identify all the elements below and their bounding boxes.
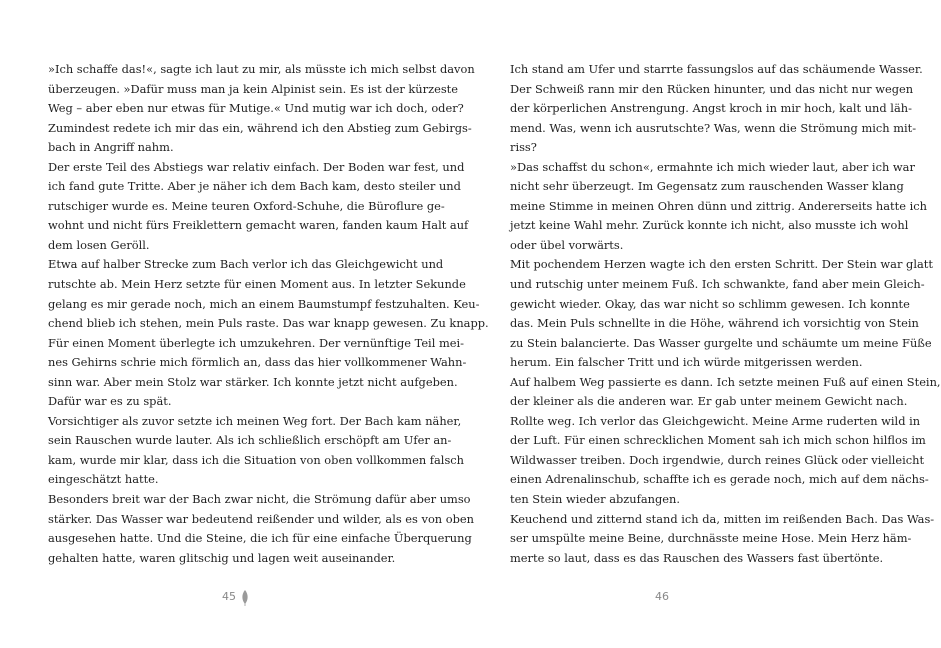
text-line: einen Adrenalinschub, schaffte ich es gerade noch, mich auf dem nächs-: [510, 472, 929, 487]
text-line: dem losen Geröll.: [48, 237, 150, 252]
text-line: Zumindest redete ich mir das ein, während ich den Abstieg zum Gebirgs-: [48, 120, 472, 135]
text-line: jetzt keine Wahl mehr. Zurück konnte ich nicht, also musste ich wohl: [510, 218, 909, 233]
text-line: Etwa auf halber Strecke zum Bach verlor ich das Gleichgewicht und: [48, 257, 444, 272]
text-line: überzeugen. »Dafür muss man ja kein Alpinist sein. Es ist der kürzeste: [48, 81, 458, 96]
text-line: rutschiger wurde es. Meine teuren Oxford-Schuhe, die Büroflure ge-: [48, 198, 445, 213]
text-line: Wildwasser treiben. Doch irgendwie, durch reines Glück oder vielleicht: [510, 452, 925, 467]
page-number-right: 46: [655, 590, 669, 603]
text-line: Keuchend und zitternd stand ich da, mitten im reißenden Bach. Das Was-: [510, 511, 935, 526]
text-line: oder übel vorwärts.: [510, 237, 624, 252]
text-line: bach in Angriff nahm.: [48, 140, 174, 155]
text-line: Ich stand am Ufer und starrte fassungslos auf das schäumende Wasser.: [510, 62, 923, 76]
text-line: der körperlichen Anstrengung. Angst kroch in mir hoch, kalt und läh-: [510, 101, 912, 116]
text-line: meine Stimme in meinen Ohren dünn und zittrig. Andererseits hatte ich: [510, 198, 927, 213]
text-line: das. Mein Puls schnellte in die Höhe, während ich vorsichtig von Stein: [510, 316, 919, 331]
text-line: Dafür war es zu spät.: [48, 394, 172, 409]
text-line: Vorsichtiger als zuvor setzte ich meinen Weg fort. Der Bach kam näher,: [48, 413, 462, 428]
text-line: Weg – aber eben nur etwas für Mutige.« Und mutig war ich doch, oder?: [48, 101, 464, 116]
text-line: gehalten hatte, waren glitschig und lagen weit auseinander.: [48, 550, 396, 565]
text-line: gewicht wieder. Okay, das war nicht so schlimm gewesen. Ich konnte: [510, 296, 910, 311]
text-line: sein Rauschen wurde lauter. Als ich schließlich erschöpft am Ufer an-: [48, 433, 452, 448]
right-page-text: [510, 60, 941, 568]
page-number-left: 45: [222, 590, 236, 603]
text-line: sinn war. Aber mein Stolz war stärker. Ich konnte jetzt nicht aufgeben.: [48, 374, 458, 389]
text-line: Für einen Moment überlegte ich umzukehren. Der vernünftige Teil mei-: [48, 335, 464, 350]
text-line: der Luft. Für einen schrecklichen Moment sah ich mich schon hilflos im: [510, 433, 926, 448]
text-line: und rutschig unter meinem Fuß. Ich schwankte, fand aber mein Gleich-: [510, 277, 925, 292]
text-line: gelang es mir gerade noch, mich an einem Baumstumpf festzuhalten. Keu-: [48, 296, 480, 311]
text-line: nicht sehr überzeugt. Im Gegensatz zum rauschenden Wasser klang: [510, 179, 904, 194]
text-line: eingeschätzt hatte.: [48, 472, 159, 487]
leaf-icon: [241, 590, 249, 610]
text-line: »Das schaffst du schon«, ermahnte ich mich wieder laut, aber ich war: [510, 159, 915, 174]
text-line: Mit pochendem Herzen wagte ich den ersten Schritt. Der Stein war glatt: [510, 257, 933, 272]
text-line: ich fand gute Tritte. Aber je näher ich dem Bach kam, desto steiler und: [48, 179, 461, 194]
text-line: riss?: [510, 140, 537, 155]
left-page-text: [48, 60, 489, 568]
text-line: wohnt und nicht fürs Freiklettern gemacht waren, fanden kaum Halt auf: [48, 218, 469, 233]
text-line: kam, wurde mir klar, dass ich die Situation von oben vollkommen falsch: [48, 452, 465, 467]
text-line: Rollte weg. Ich verlor das Gleichgewicht. Meine Arme ruderten wild in: [510, 413, 921, 428]
text-line: ser umspülte meine Beine, durchnässte meine Hose. Mein Herz häm-: [510, 531, 912, 546]
text-line: Auf halbem Weg passierte es dann. Ich setzte meinen Fuß auf einen Stein,: [510, 374, 941, 389]
text-line: merte so laut, dass es das Rauschen des Wassers fast übertönte.: [510, 550, 884, 565]
text-line: nes Gehirns schrie mich förmlich an, dass das hier vollkommener Wahn-: [48, 355, 467, 370]
text-line: stärker. Das Wasser war bedeutend reißender und wilder, als es von oben: [48, 511, 474, 526]
text-line: Der Schweiß rann mir den Rücken hinunter, und das nicht nur wegen: [510, 81, 914, 96]
text-line: »Ich schaffe das!«, sagte ich laut zu mir, als müsste ich mich selbst davon: [48, 62, 475, 76]
text-line: Besonders breit war der Bach zwar nicht, die Strömung dafür aber umso: [48, 492, 471, 507]
text-line: herum. Ein falscher Tritt und ich würde mitgerissen werden.: [510, 355, 863, 370]
text-line: Der erste Teil des Abstiegs war relativ einfach. Der Boden war fest, und: [48, 159, 465, 174]
text-line: der kleiner als die anderen war. Er gab unter meinem Gewicht nach.: [510, 394, 908, 409]
text-line: rutschte ab. Mein Herz setzte für einen Moment aus. In letzter Sekunde: [48, 277, 466, 292]
text-line: mend. Was, wenn ich ausrutschte? Was, wenn die Strömung mich mit-: [510, 120, 917, 135]
text-line: chend blieb ich stehen, mein Puls raste. Das war knapp gewesen. Zu knapp.: [48, 316, 489, 331]
text-line: ausgesehen hatte. Und die Steine, die ich für eine einfache Überquerung: [48, 531, 472, 546]
text-line: ten Stein wieder abzufangen.: [510, 492, 680, 507]
text-line: zu Stein balancierte. Das Wasser gurgelte und schäumte um meine Füße: [510, 335, 932, 350]
